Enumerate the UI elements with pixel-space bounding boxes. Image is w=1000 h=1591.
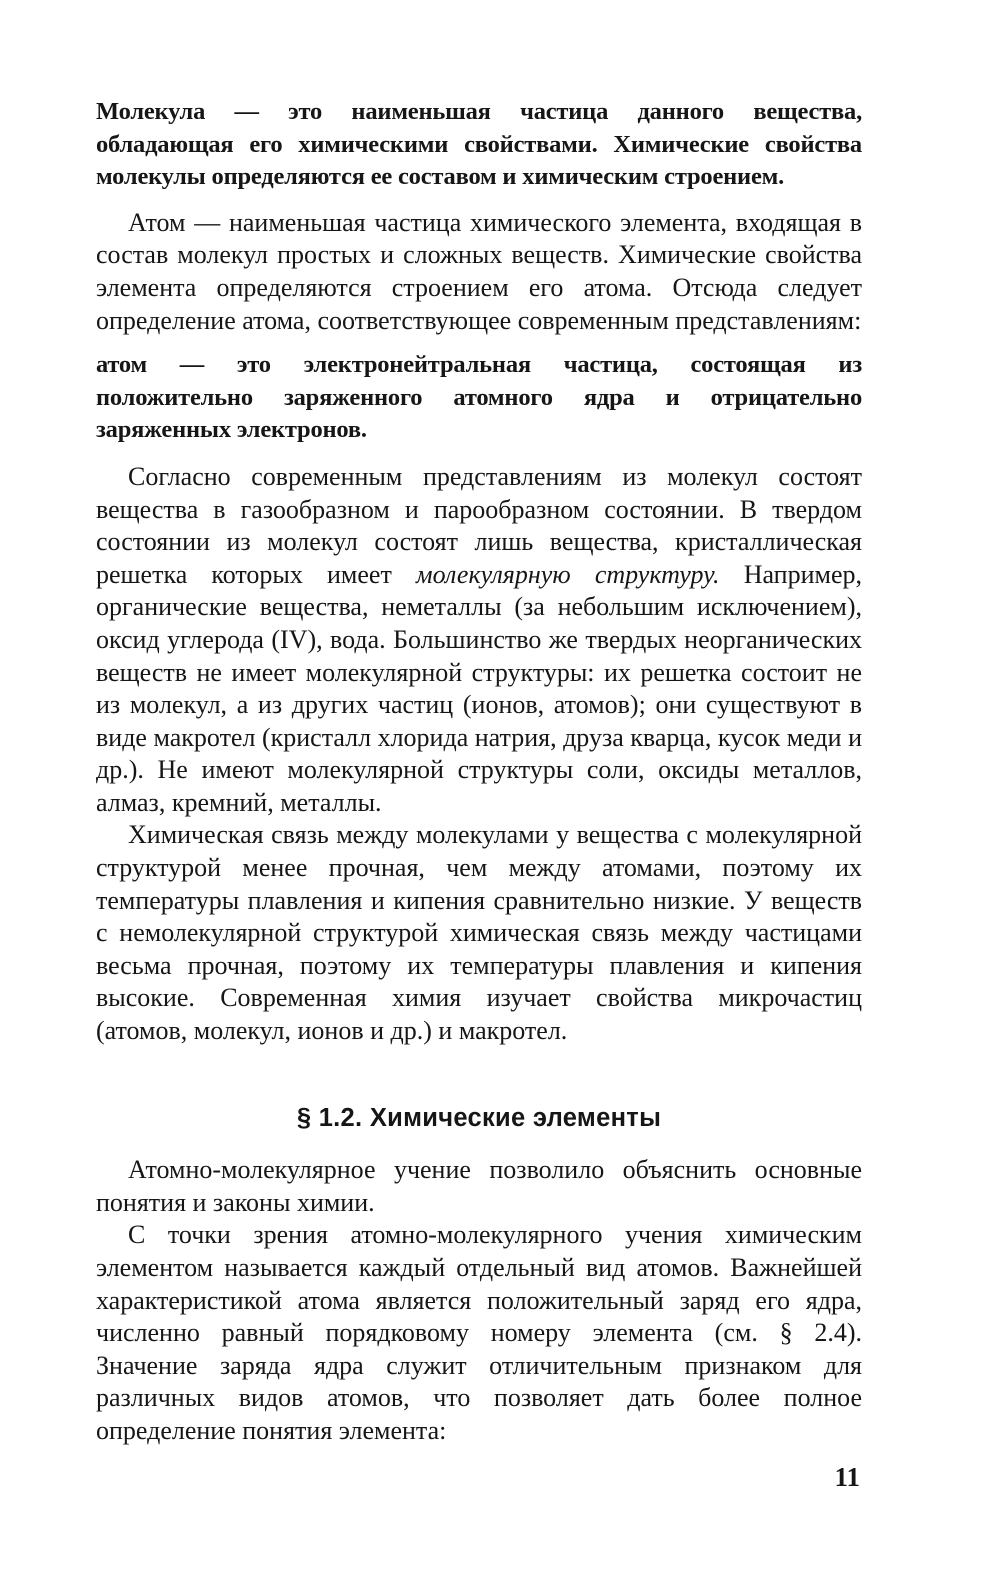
atom-intro-paragraph: Атом — наименьшая частица химического элемента, входящая в состав молекул простых и сложных веществ. Химические свойства элемента определяются строением его атома. Отсюда следует определение атома, соответствующее современным представлениям: xyxy=(96,207,862,335)
book-page xyxy=(96,96,862,1448)
molecular-structure-text-start: Согласно современным представлениям из молекул состоят вещества в газообразном и парообразном состоянии. В твердом состоянии из молекул состоят лишь вещества, кристаллическая решетка которых имеет xyxy=(96,461,862,589)
section-heading: § 1.2. Химические элементы xyxy=(296,1103,662,1132)
molecular-structure-text-end: Например, органические вещества, неметаллы (за небольшим исключением), оксид углерода (IV), вода. Большинство же твердых неорганических веществ не имеет молекулярной структуры: их решетка состоит не из молекул, а из других частиц (ионов, атомов); они существуют в виде макротел (кристалл хлорида натрия, друза кварца, кусок меди и др.). Не имеют молекулярной структуры соли, оксиды металлов, алмаз, кремний, металлы. xyxy=(96,559,863,817)
molecular-structure-paragraph xyxy=(96,461,862,820)
atom-definition: атом — это электронейтральная частица, состоящая из положительно заряженного атомного ядра и отрицательно заряженных электронов. xyxy=(96,351,862,444)
molecule-definition: Молекула — это наименьшая частица данного вещества, обладающая его химическими свойствами. Химические свойства молекулы определяются ее составом и химическим строением. xyxy=(96,98,862,191)
page-number: 11 xyxy=(834,1462,860,1492)
chemical-bond-paragraph: Химическая связь между молекулами у вещества с молекулярной структурой менее прочная, чем между атомами, поэтому их температуры плавления и кипения сравнительно низкие. У веществ с немолекулярной структурой химическая связь между частицами весьма прочная, поэтому их температуры плавления и кипения высокие. Современная химия изучает свойства микрочастиц (атомов, молекул, ионов и др.) и макротел. xyxy=(96,820,862,1046)
atomic-molecular-theory-paragraph: Атомно-молекулярное учение позволило объяснить основные понятия и законы химии. xyxy=(96,1155,862,1217)
molecular-structure-term: молекулярную структуру. xyxy=(416,559,720,589)
element-definition-paragraph: С точки зрения атомно-молекулярного учения химическим элементом называется каждый отдельный вид атомов. Важнейшей характеристикой атома является положительный заряд его ядра, численно равный порядковому номеру элемента (см. § 2.4). Значение заряда ядра служит отличительным признаком для различных видов атомов, что позволяет дать более полное определение понятия элемента: xyxy=(96,1220,862,1445)
